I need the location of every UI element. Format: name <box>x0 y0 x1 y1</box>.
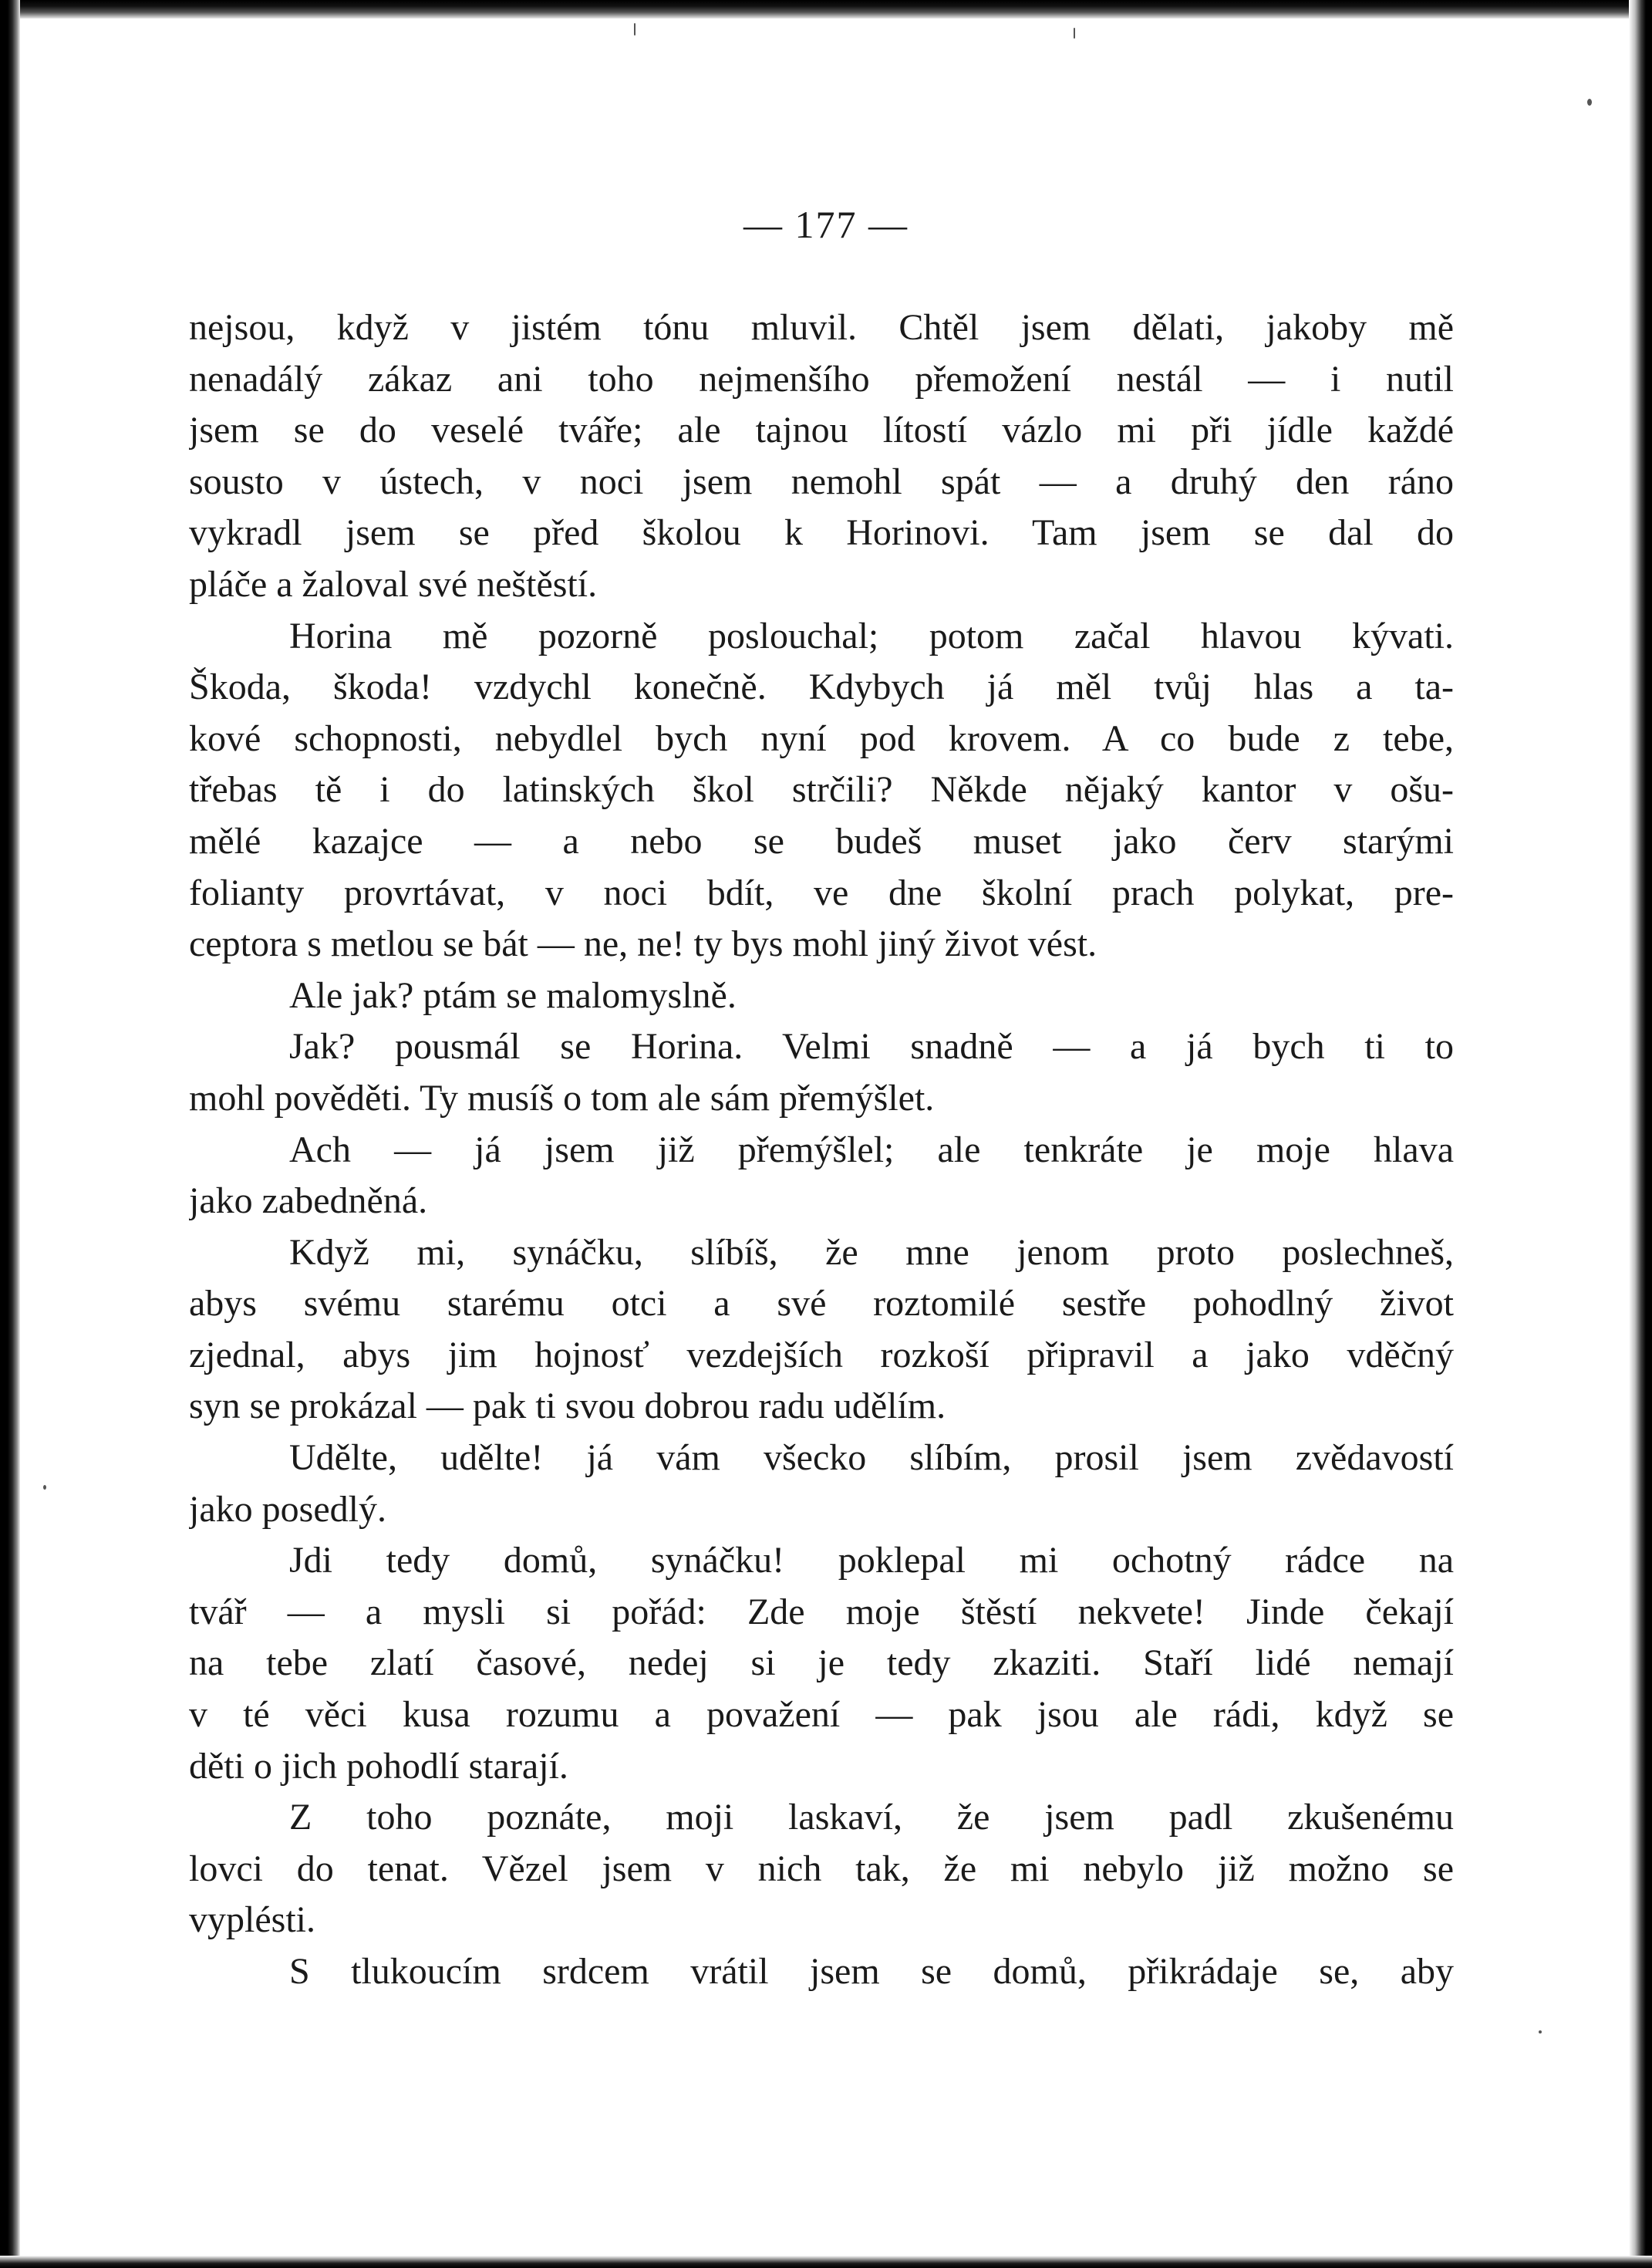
text-line: Když mi, synáčku, slíbíš, že mne jenom proto poslechneš, <box>289 1231 1454 1273</box>
text-line: nenadálý zákaz ani toho nejmenšího přemožení nestál — i nutil <box>189 358 1454 400</box>
dust-speck <box>1074 28 1075 39</box>
page-number: — 177 — <box>743 203 909 246</box>
text-line: vykradl jsem se před školou k Horinovi. Tam jsem se dal do <box>189 512 1454 554</box>
text-line: Škoda, škoda! vzdychl konečně. Kdybych já měl tvůj hlas a ta- <box>189 667 1454 708</box>
dust-speck <box>634 23 636 35</box>
text-line: syn se prokázal — pak ti svou dobrou radu udělím. <box>189 1385 946 1427</box>
text-line: Jdi tedy domů, synáčku! poklepal mi ochotný rádce na <box>289 1540 1454 1581</box>
text-line: Ale jak? ptám se malomyslně. <box>289 974 737 1016</box>
text-line: Ach — já jsem již přemýšlel; ale tenkráte je moje hlava <box>289 1129 1454 1170</box>
text-line: S tlukoucím srdcem vrátil jsem se domů, přikrádaje se, aby <box>289 1951 1454 1992</box>
text-line: pláče a žaloval své neštěstí. <box>189 563 598 605</box>
text-line: Horina mě pozorně poslouchal; potom začal hlavou kývati. <box>289 615 1454 656</box>
text-line: nejsou, když v jistém tónu mluvil. Chtěl jsem dělati, jakoby mě <box>189 307 1454 348</box>
text-line: na tebe zlatí časové, nedej si je tedy zkaziti. Staří lidé nemají <box>189 1642 1454 1684</box>
dust-speck <box>1539 2030 1542 2033</box>
text-line: mohl pověděti. Ty musíš o tom ale sám přemýšlet. <box>189 1077 935 1119</box>
scan-edge-top <box>0 0 1652 19</box>
text-line: lovci do tenat. Vězel jsem v nich tak, že mi nebylo již možno se <box>189 1848 1454 1889</box>
text-line: folianty provrtávat, v noci bdít, ve dne školní prach polykat, pre- <box>189 872 1454 913</box>
text-line: Z toho poznáte, moji laskaví, že jsem padl zkušenému <box>289 1797 1454 1838</box>
text-line: ceptora s metlou se bát — ne, ne! ty bys mohl jiný život vést. <box>189 923 1097 965</box>
text-line: vyplésti. <box>189 1899 315 1941</box>
dust-speck <box>43 1485 46 1490</box>
text-line: abys svému starému otci a své roztomilé sestře pohodlný život <box>189 1283 1454 1325</box>
dust-speck <box>1587 99 1592 106</box>
text-line: děti o jich pohodlí starají. <box>189 1745 568 1787</box>
scan-edge-left <box>0 0 20 2268</box>
text-line: třebas tě i do latinských škol strčili? Někde nějaký kantor v ošu- <box>189 769 1454 811</box>
text-line: jsem se do veselé tváře; ale tajnou lítostí vázlo mi při jídle každé <box>189 410 1454 451</box>
text-line: mělé kazajce — a nebo se budeš muset jako červ starými <box>189 820 1454 862</box>
text-line: sousto v ústech, v noci jsem nemohl spát — a druhý den ráno <box>189 461 1454 502</box>
text-line: kové schopnosti, nebydlel bych nyní pod krovem. A co bude z tebe, <box>189 717 1454 759</box>
text-line: tvář — a mysli si pořád: Zde moje štěstí nekvete! Jinde čekají <box>189 1591 1454 1632</box>
scan-edge-right <box>1629 0 1652 2268</box>
text-line: v té věci kusa rozumu a považení — pak jsou ale rádi, když se <box>189 1694 1454 1736</box>
body-text <box>189 302 1454 1998</box>
text-line: zjednal, abys jim hojnosť vezdejších rozkoší připravil a jako vděčný <box>189 1334 1454 1375</box>
text-line: Jak? pousmál se Horina. Velmi snadně — a já bych ti to <box>289 1026 1454 1068</box>
text-line: jako zabedněná. <box>189 1180 428 1222</box>
text-line: jako posedlý. <box>189 1488 386 1530</box>
text-line: Udělte, udělte! já vám všecko slíbím, prosil jsem zvědavostí <box>289 1437 1454 1479</box>
scan-edge-bottom <box>0 2256 1652 2268</box>
